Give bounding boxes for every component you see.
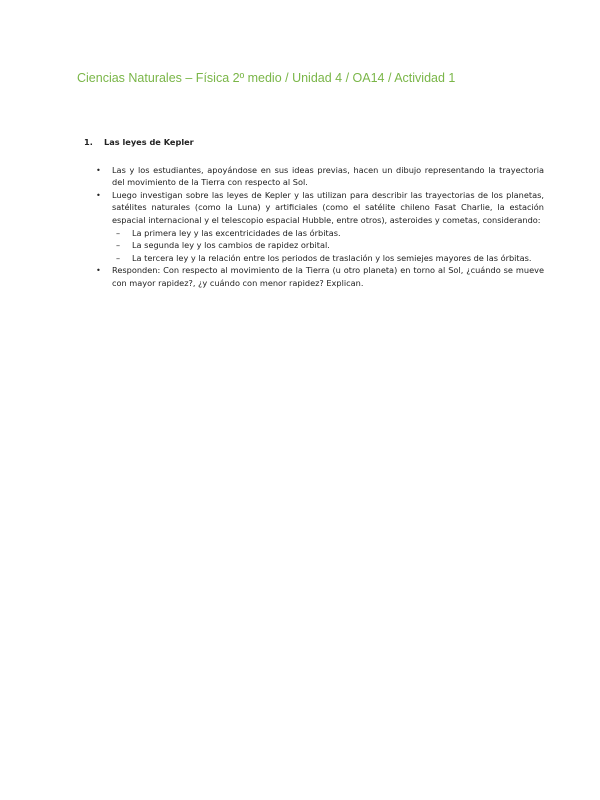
page-header: Ciencias Naturales – Física 2º medio / Unidad 4 / OA14 / Actividad 1 <box>77 71 456 85</box>
sub-item <box>112 252 544 265</box>
dash-icon: – <box>116 252 121 263</box>
bullet-icon: • <box>96 265 101 276</box>
sub-list <box>112 227 544 265</box>
bullet-item <box>84 189 544 265</box>
sub-item <box>112 227 544 240</box>
section-number: 1. <box>84 137 93 147</box>
bullet-text: Las y los estudiantes, apoyándose en sus ideas previas, hacen un dibujo representando la trayectoria del movimiento de la Tierra con respecto al Sol. <box>112 164 544 188</box>
sub-item-text: La primera ley y las excentricidades de las órbitas. <box>132 227 341 238</box>
bullet-text: Responden: Con respecto al movimiento de la Tierra (u otro planeta) en torno al Sol, ¿cuándo se mueve con mayor rapidez?, ¿y cuándo con menor rapidez? Explican. <box>112 265 544 288</box>
section-title: Las leyes de Kepler <box>104 137 194 147</box>
sub-item <box>112 239 544 252</box>
activity-content <box>84 136 544 290</box>
bullet-icon: • <box>96 189 101 200</box>
bullet-item <box>84 264 544 289</box>
section-heading <box>84 136 544 149</box>
sub-item-text: La segunda ley y los cambios de rapidez orbital. <box>132 240 330 251</box>
bullet-icon: • <box>96 164 101 175</box>
sub-item-text: La tercera ley y la relación entre los periodos de traslación y los semiejes mayores de las órbitas. <box>132 252 532 263</box>
bullet-list <box>84 164 544 290</box>
bullet-item <box>84 164 544 189</box>
dash-icon: – <box>116 240 121 251</box>
bullet-text: Luego investigan sobre las leyes de Kepler y las utilizan para describir las trayectorias de los planetas, satélites naturales (como la Luna) y artificiales (como el satélite chileno Fasat Charlie, la estación espacial internacional y el telescopio espacial Hubble, entre otros), asteroides y cometas, considerando: <box>112 189 544 225</box>
dash-icon: – <box>116 227 121 238</box>
